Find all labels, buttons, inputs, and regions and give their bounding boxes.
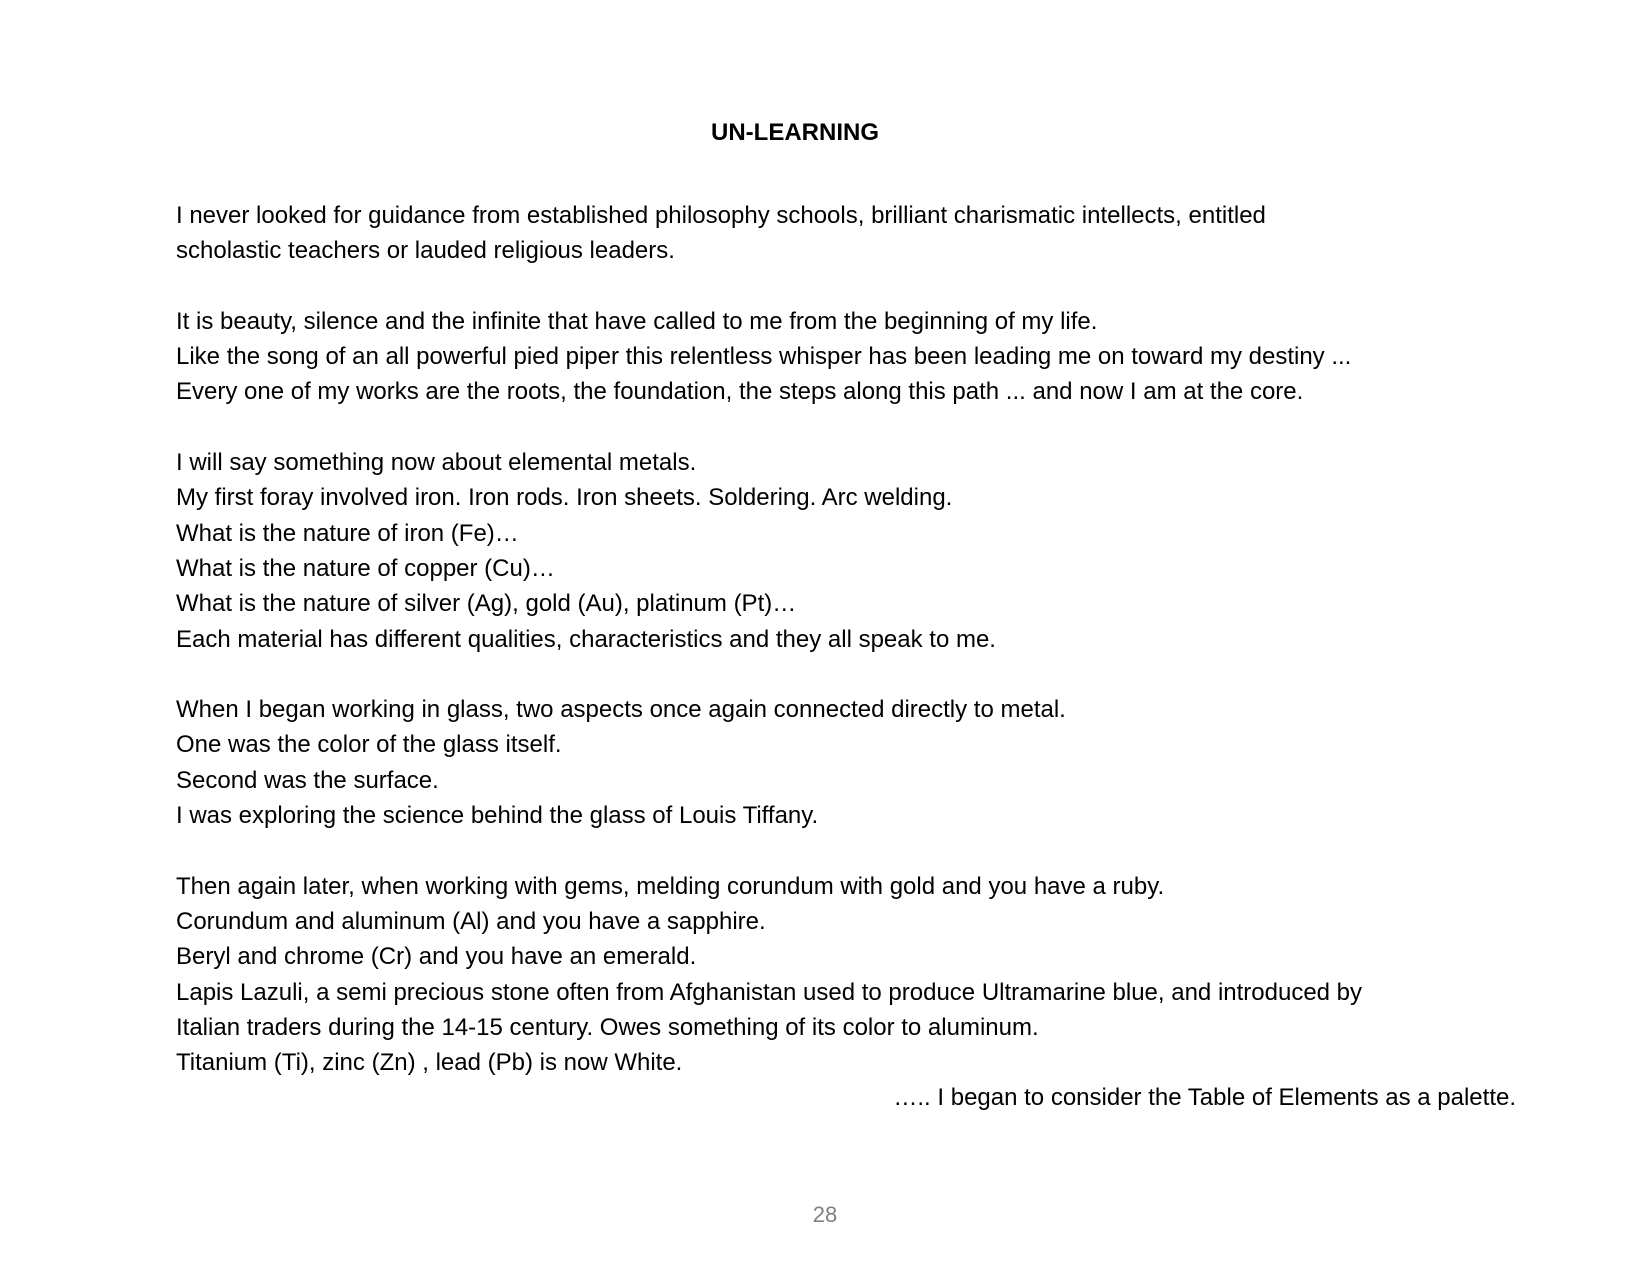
paragraph-1 (176, 198, 1516, 269)
text-line: scholastic teachers or lauded religious leaders. (176, 237, 675, 265)
text-line: Beryl and chrome (Cr) and you have an emerald. (176, 943, 697, 971)
text-line: I will say something now about elemental metals. (176, 449, 697, 477)
page-title: UN-LEARNING (711, 119, 879, 146)
text-line: Like the song of an all powerful pied piper this relentless whisper has been leading me on toward my destiny ... (176, 343, 1352, 371)
text-line: When I began working in glass, two aspects once again connected directly to metal. (176, 696, 1066, 724)
text-line: Every one of my works are the roots, the foundation, the steps along this path ... and now I am at the core. (176, 378, 1304, 406)
document-body (176, 198, 1516, 1116)
paragraph-5 (176, 869, 1516, 1116)
text-line: Each material has different qualities, characteristics and they all speak to me. (176, 625, 996, 653)
closing-line: ….. I began to consider the Table of Elements as a palette. (893, 1084, 1516, 1112)
text-line: What is the nature of copper (Cu)… (176, 554, 555, 582)
text-line: It is beauty, silence and the infinite that have called to me from the beginning of my life. (176, 307, 1098, 335)
paragraph-2 (176, 304, 1516, 410)
text-line: Lapis Lazuli, a semi precious stone often from Afghanistan used to produce Ultramarine blue, and introduced by (176, 978, 1363, 1006)
text-line: Titanium (Ti), zinc (Zn) , lead (Pb) is now White. (176, 1049, 683, 1077)
text-line: What is the nature of iron (Fe)… (176, 519, 519, 547)
text-line: What is the nature of silver (Ag), gold (Au), platinum (Pt)… (176, 590, 797, 618)
text-line: One was the color of the glass itself. (176, 731, 562, 759)
paragraph-3 (176, 445, 1516, 657)
text-line: Second was the surface. (176, 766, 439, 794)
text-line: Then again later, when working with gems, melding corundum with gold and you have a ruby. (176, 872, 1165, 900)
text-line: I never looked for guidance from established philosophy schools, brilliant charismatic intellects, entitled (176, 202, 1266, 229)
page-number: 28 (812, 1202, 838, 1227)
text-line: I was exploring the science behind the glass of Louis Tiffany. (176, 802, 819, 830)
text-line: Corundum and aluminum (Al) and you have a sapphire. (176, 907, 766, 935)
text-line: Italian traders during the 14-15 century. Owes something of its color to aluminum. (176, 1013, 1039, 1041)
text-line: My first foray involved iron. Iron rods. Iron sheets. Soldering. Arc welding. (176, 484, 953, 512)
paragraph-4 (176, 692, 1516, 833)
